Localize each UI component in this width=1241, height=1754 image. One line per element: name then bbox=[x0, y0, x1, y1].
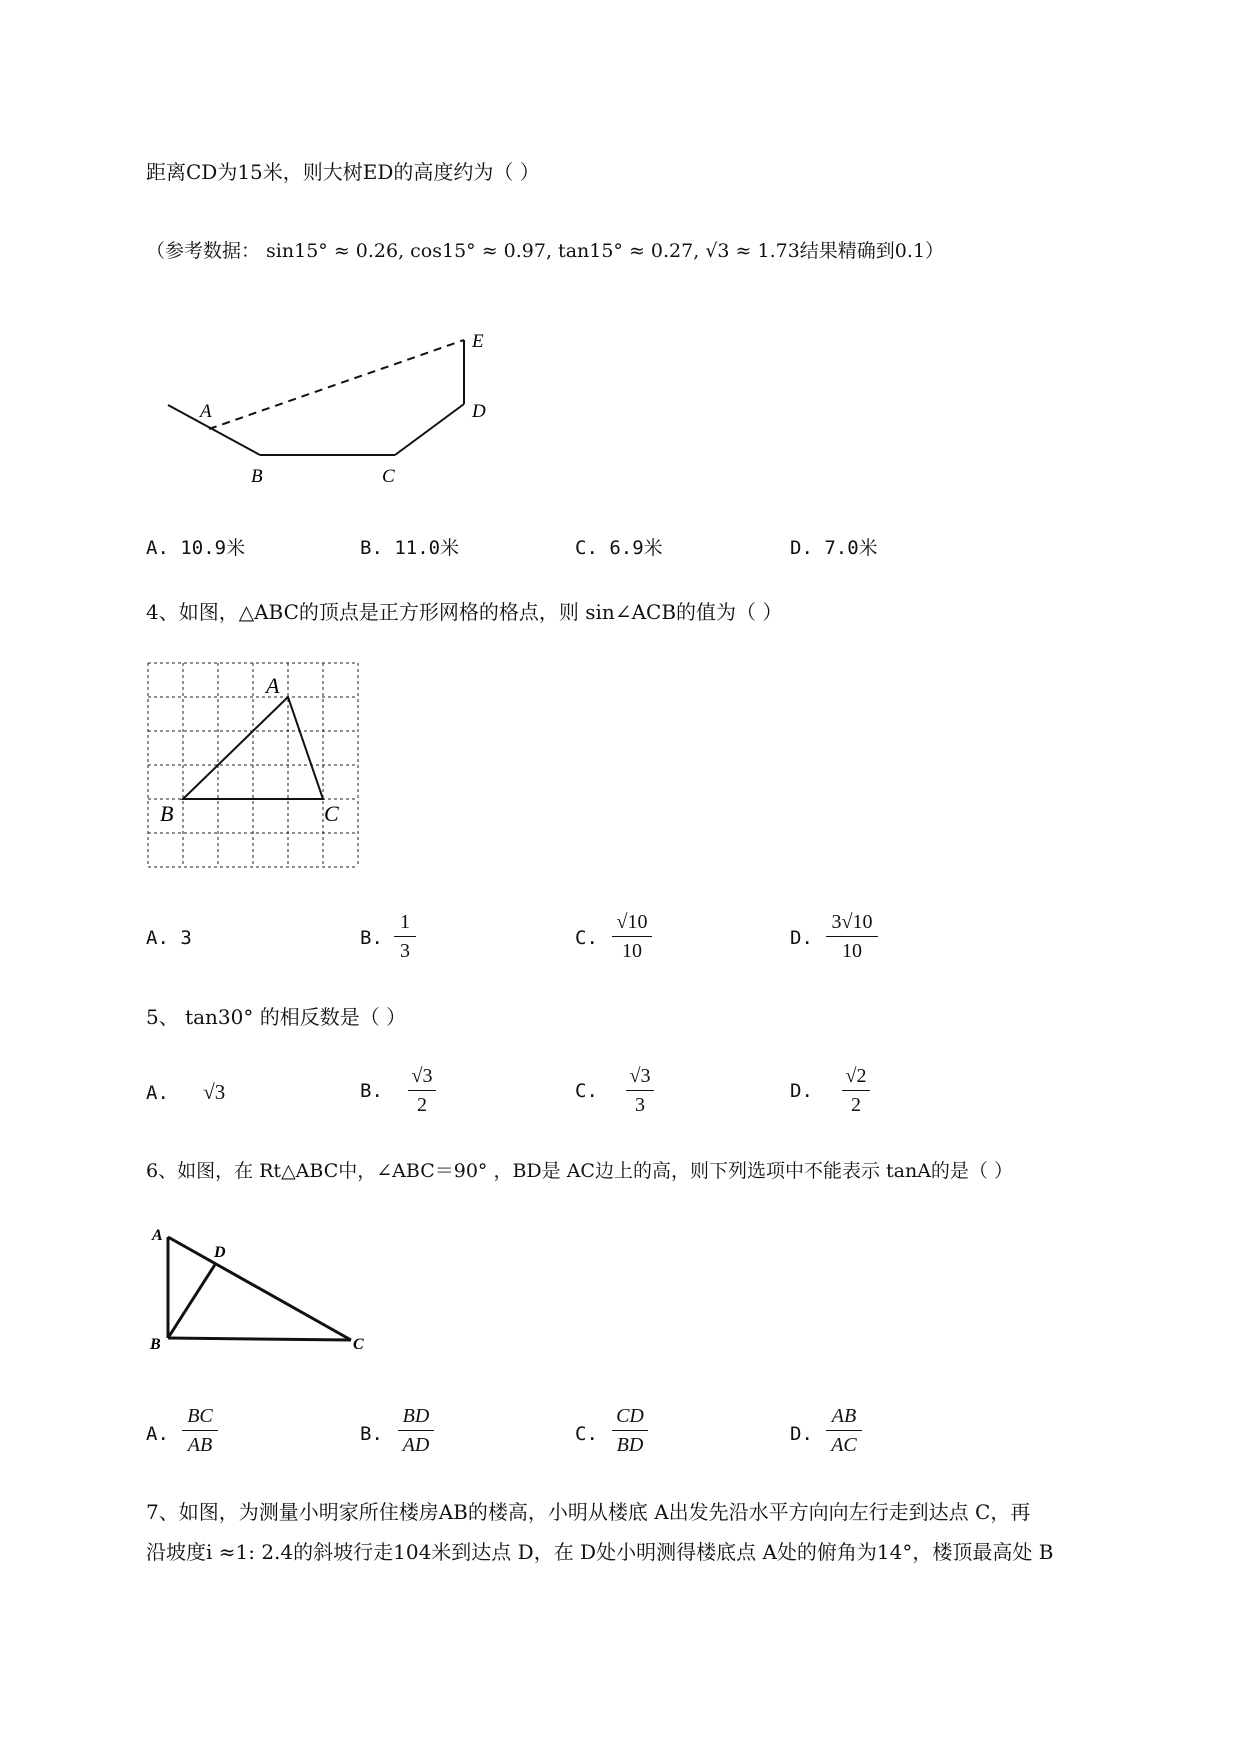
q6-label-b: B bbox=[150, 1336, 161, 1353]
q3-option-d[interactable]: D. 7.0米 bbox=[790, 537, 878, 559]
q6-figure bbox=[146, 1225, 396, 1355]
q6-label-c: C bbox=[353, 1336, 364, 1353]
q3-label-d: D bbox=[472, 401, 486, 422]
q4-label-b: B bbox=[160, 801, 174, 826]
q6-option-b[interactable]: B. bbox=[360, 1423, 383, 1445]
q4-option-c-fraction: √10 10 bbox=[612, 910, 652, 963]
q7-stem-line1: 7、如图，为测量小明家所住楼房AB的楼高，小明从楼底 A出发先沿水平方向向左行走到达点 C，再 bbox=[146, 1500, 1031, 1524]
q3-label-a: A bbox=[200, 401, 212, 422]
q7-stem-line2: 沿坡度i ≈1: 2.4的斜坡行走104米到达点 D，在 D处小明测得楼底点 A处的俯角为14°，楼顶最高处 B bbox=[146, 1540, 1054, 1564]
q4-option-c[interactable]: C. bbox=[575, 927, 598, 949]
q4-option-a[interactable]: A. 3 bbox=[146, 927, 192, 949]
q6-option-c-fraction: CD BD bbox=[612, 1404, 648, 1457]
q4-option-b-fraction: 1 3 bbox=[394, 910, 416, 963]
q3-figure bbox=[160, 325, 500, 490]
q3-option-b[interactable]: B. 11.0米 bbox=[360, 537, 460, 559]
q6-stem: 6、如图，在 Rt△ABC中，∠ABC＝90° ，BD是 AC边上的高，则下列选项中不能表示 tanA的是（ ） bbox=[146, 1160, 1013, 1182]
q3-reference-data: （参考数据： sin15° ≈ 0.26, cos15° ≈ 0.97, tan15° ≈ 0.27, √3 ≈ 1.73结果精确到0.1） bbox=[146, 240, 945, 262]
q3-label-e: E bbox=[472, 331, 484, 352]
q4-label-c: C bbox=[324, 801, 339, 826]
q3-label-c: C bbox=[382, 466, 395, 487]
q5-option-c-fraction: √3 3 bbox=[626, 1064, 654, 1117]
q4-grid-figure bbox=[140, 655, 370, 875]
q3-label-b: B bbox=[251, 466, 263, 487]
q6-option-a-fraction: BC AB bbox=[182, 1404, 218, 1457]
q6-option-d[interactable]: D. bbox=[790, 1423, 813, 1445]
q6-option-a[interactable]: A. bbox=[146, 1423, 169, 1445]
q3-stem-line: 距离CD为15米，则大树ED的高度约为（ ） bbox=[146, 160, 540, 184]
q5-option-b-fraction: √3 2 bbox=[408, 1064, 436, 1117]
q6-option-b-fraction: BD AD bbox=[398, 1404, 434, 1457]
q5-option-d-fraction: √2 2 bbox=[842, 1064, 870, 1117]
q5-option-b[interactable]: B. bbox=[360, 1080, 383, 1102]
q6-label-d: D bbox=[214, 1244, 226, 1261]
q6-option-c[interactable]: C. bbox=[575, 1423, 598, 1445]
q4-label-a: A bbox=[266, 673, 280, 698]
q5-option-a[interactable]: A. √3 bbox=[146, 1080, 226, 1104]
q3-option-c[interactable]: C. 6.9米 bbox=[575, 537, 663, 559]
q6-label-a: A bbox=[152, 1227, 163, 1244]
q5-stem: 5、 tan30° 的相反数是（ ） bbox=[146, 1005, 407, 1029]
q4-option-d-fraction: 3√10 10 bbox=[826, 910, 878, 963]
q4-stem: 4、如图，△ABC的顶点是正方形网格的格点，则 sin∠ACB的值为（ ） bbox=[146, 600, 783, 624]
q4-option-d[interactable]: D. bbox=[790, 927, 813, 949]
q3-option-a[interactable]: A. 10.9米 bbox=[146, 537, 246, 559]
q5-option-c[interactable]: C. bbox=[575, 1080, 598, 1102]
q4-option-b[interactable]: B. bbox=[360, 927, 383, 949]
q6-option-d-fraction: AB AC bbox=[826, 1404, 862, 1457]
q5-option-d[interactable]: D. bbox=[790, 1080, 813, 1102]
